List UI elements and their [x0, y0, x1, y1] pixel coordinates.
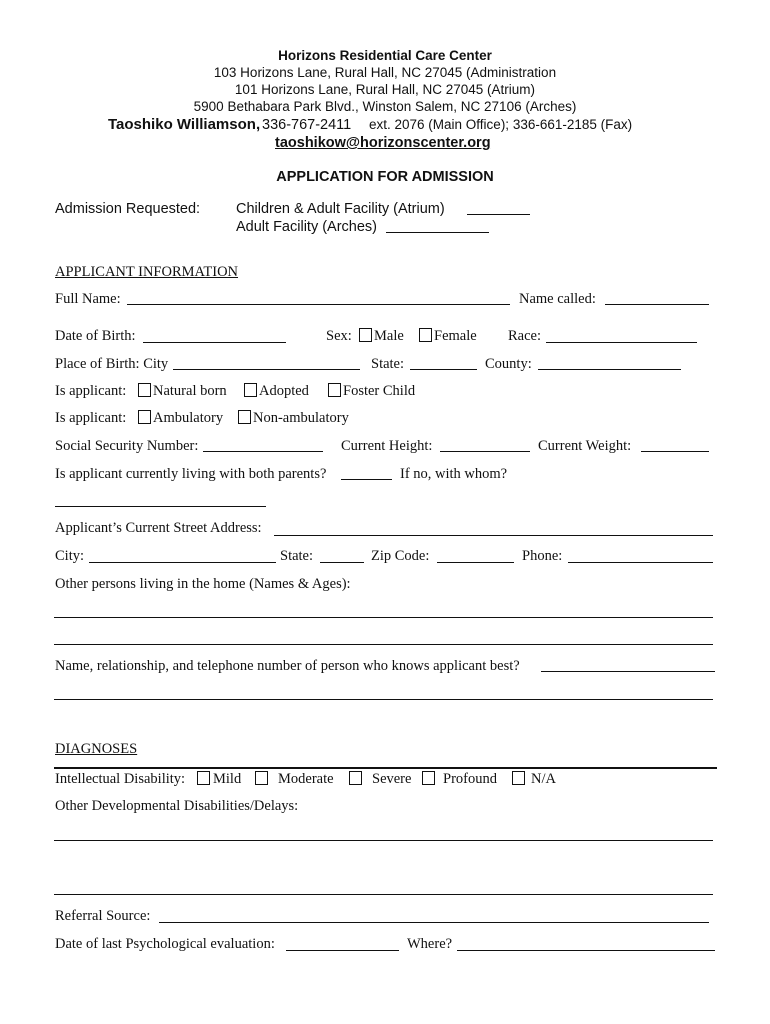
contact-ext-fax: ext. 2076 (Main Office); 336-661-2185 (Fax)	[369, 117, 633, 132]
non-ambulatory-checkbox[interactable]	[238, 410, 251, 424]
mild-label: Mild	[213, 771, 242, 787]
full-name-field[interactable]	[127, 304, 510, 305]
admission-option-arches: Adult Facility (Arches)	[236, 219, 378, 235]
male-checkbox[interactable]	[359, 328, 372, 342]
address-arches: 5900 Bethabara Park Blvd., Winston Salem, NC 27106 (Arches)	[193, 99, 577, 114]
knows-best-field-2[interactable]	[54, 699, 713, 700]
non-ambulatory-label: Non-ambulatory	[253, 410, 349, 426]
zip-field[interactable]	[437, 562, 514, 563]
severe-checkbox[interactable]	[349, 771, 362, 785]
psych-evaluation-label: Date of last Psychological evaluation:	[55, 936, 275, 952]
phone-field[interactable]	[568, 562, 713, 563]
knows-best-label: Name, relationship, and telephone number of person who knows applicant best?	[55, 658, 520, 674]
foster-child-label: Foster Child	[343, 383, 416, 399]
weight-label: Current Weight:	[538, 438, 632, 454]
address-administration: 103 Horizons Lane, Rural Hall, NC 27045 (Administration	[213, 65, 557, 80]
county-label: County:	[485, 356, 532, 372]
pob-state-field[interactable]	[410, 369, 477, 370]
severe-label: Severe	[372, 771, 412, 787]
moderate-label: Moderate	[278, 771, 334, 787]
pob-state-label: State:	[371, 356, 405, 372]
weight-field[interactable]	[641, 451, 709, 452]
height-label: Current Height:	[341, 438, 433, 454]
dob-field[interactable]	[143, 342, 286, 343]
profound-checkbox[interactable]	[422, 771, 435, 785]
full-name-label: Full Name:	[55, 291, 121, 307]
mild-checkbox[interactable]	[197, 771, 210, 785]
is-applicant-label-2: Is applicant:	[55, 410, 127, 426]
adopted-label: Adopted	[259, 383, 309, 399]
street-address-field[interactable]	[274, 535, 713, 536]
sex-label: Sex:	[326, 328, 352, 344]
ambulatory-checkbox[interactable]	[138, 410, 151, 424]
referral-source-field[interactable]	[159, 922, 709, 923]
zip-label: Zip Code:	[371, 548, 430, 564]
foster-child-checkbox[interactable]	[328, 383, 341, 397]
other-developmental-field-2[interactable]	[54, 894, 713, 895]
admission-arches-field[interactable]	[386, 232, 489, 233]
psych-evaluation-date-field[interactable]	[286, 950, 399, 951]
na-label: N/A	[531, 771, 556, 787]
referral-source-label: Referral Source:	[55, 908, 151, 924]
ssn-field[interactable]	[203, 451, 323, 452]
na-checkbox[interactable]	[512, 771, 525, 785]
female-checkbox[interactable]	[419, 328, 432, 342]
name-called-field[interactable]	[605, 304, 709, 305]
form-title: APPLICATION FOR ADMISSION	[276, 169, 494, 185]
org-name: Horizons Residential Care Center	[278, 48, 492, 63]
moderate-checkbox[interactable]	[255, 771, 268, 785]
section-applicant-information: APPLICANT INFORMATION	[55, 264, 239, 280]
contact-email-link[interactable]: taoshikow@horizonscenter.org	[275, 135, 491, 151]
street-address-label: Applicant’s Current Street Address:	[55, 520, 262, 536]
is-applicant-label: Is applicant:	[55, 383, 127, 399]
county-field[interactable]	[538, 369, 681, 370]
contact-name: Taoshiko Williamson,	[108, 116, 261, 133]
other-persons-label: Other persons living in the home (Names & Ages):	[55, 576, 351, 592]
admission-requested-label: Admission Requested:	[55, 201, 201, 217]
state-field[interactable]	[320, 562, 364, 563]
both-parents-label: Is applicant currently living with both parents?	[55, 466, 327, 482]
male-label: Male	[374, 328, 404, 344]
adopted-checkbox[interactable]	[244, 383, 257, 397]
other-persons-field-2[interactable]	[54, 644, 713, 645]
place-of-birth-label: Place of Birth: City	[55, 356, 169, 372]
race-field[interactable]	[546, 342, 697, 343]
other-persons-field-1[interactable]	[54, 617, 713, 618]
ambulatory-label: Ambulatory	[153, 410, 224, 426]
natural-born-label: Natural born	[153, 383, 227, 399]
if-no-label: If no, with whom?	[400, 466, 508, 482]
where-label: Where?	[407, 936, 453, 952]
phone-label: Phone:	[522, 548, 563, 564]
race-label: Race:	[508, 328, 542, 344]
state-label: State:	[280, 548, 314, 564]
female-label: Female	[434, 328, 477, 344]
dob-label: Date of Birth:	[55, 328, 136, 344]
city-field[interactable]	[89, 562, 276, 563]
height-field[interactable]	[440, 451, 530, 452]
address-atrium: 101 Horizons Lane, Rural Hall, NC 27045 (Atrium)	[234, 82, 536, 97]
ssn-label: Social Security Number:	[55, 438, 199, 454]
admission-atrium-field[interactable]	[467, 214, 530, 215]
other-developmental-field-1[interactable]	[54, 840, 713, 841]
natural-born-checkbox[interactable]	[138, 383, 151, 397]
with-whom-field[interactable]	[55, 506, 266, 507]
admission-option-atrium: Children & Adult Facility (Atrium)	[236, 201, 445, 217]
name-called-label: Name called:	[519, 291, 596, 307]
profound-label: Profound	[443, 771, 497, 787]
both-parents-field[interactable]	[341, 479, 392, 480]
diagnoses-rule	[54, 767, 717, 769]
section-diagnoses: DIAGNOSES	[55, 741, 138, 757]
pob-city-field[interactable]	[173, 369, 360, 370]
city-label: City:	[55, 548, 85, 564]
knows-best-field-1[interactable]	[541, 671, 715, 672]
contact-phone: 336-767-2411	[262, 117, 352, 133]
intellectual-disability-label: Intellectual Disability:	[55, 771, 186, 787]
other-developmental-label: Other Developmental Disabilities/Delays:	[55, 798, 299, 814]
where-field[interactable]	[457, 950, 715, 951]
